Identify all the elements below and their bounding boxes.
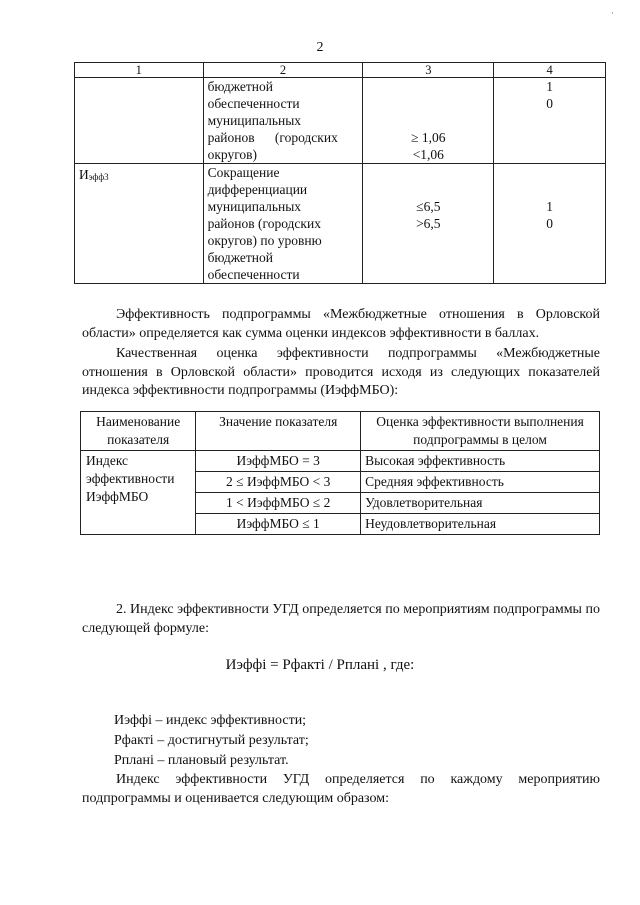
edge-mark: ·	[611, 8, 614, 18]
value-cell: ИэффМБО ≤ 1	[196, 514, 361, 535]
table-header-row	[75, 63, 606, 78]
score-line: 1	[546, 199, 553, 214]
score-cell	[494, 164, 606, 284]
table-header-row	[81, 412, 600, 451]
page-number: 2	[316, 40, 324, 55]
definition-line: Рфактi – достигнутый результат;	[114, 733, 309, 748]
desc-line: обеспеченности	[207, 267, 300, 282]
header-col-1: 1	[75, 63, 204, 78]
desc-line: округов)	[207, 147, 258, 162]
indicator-line: Индекс	[86, 453, 129, 468]
desc-line: Сокращение	[207, 165, 280, 180]
criteria-cell	[363, 164, 494, 284]
desc-line: округов) по уровню	[207, 233, 322, 248]
assessment-table	[80, 411, 600, 535]
score-line: 0	[546, 96, 553, 111]
criteria-cell	[363, 78, 494, 164]
paragraph-subprogram-effectiveness: Эффективность подпрограммы «Межбюджетные отношения в Орловской области» определяется как сумма оценки индексов эффективности в баллах.	[82, 307, 600, 341]
indicator-line: эффективности	[86, 471, 175, 486]
desc-line: районов (городских	[207, 130, 338, 145]
paragraph-ugd-index: 2. Индекс эффективности УГД определяется по мероприятиям подпрограммы по следующей формуле:	[82, 602, 600, 636]
indicator-name-cell	[81, 451, 196, 535]
rating-cell: Средняя эффективность	[361, 472, 600, 493]
criteria-line: ≤6,5	[416, 199, 441, 214]
desc-line: муниципальных	[207, 199, 302, 214]
indicator-code: Иэфф3	[75, 164, 204, 284]
table-row	[75, 164, 606, 284]
criteria-line: >6,5	[416, 216, 441, 231]
criteria-line: ≥ 1,06	[411, 130, 446, 145]
header-col-3: 3	[363, 63, 494, 78]
indicator-description	[203, 78, 363, 164]
desc-line: бюджетной	[207, 250, 273, 265]
value-cell: 1 < ИэффМБО ≤ 2	[196, 493, 361, 514]
formula: Иэффi = Рфактi / Рпланi , где:	[225, 657, 415, 673]
desc-line: бюджетной	[207, 79, 273, 94]
score-line: 1	[546, 79, 553, 94]
rating-cell: Неудовлетворительная	[361, 514, 600, 535]
paragraph-qualitative-assessment: Качественная оценка эффективности подпрограммы «Межбюджетные отношения в Орловской области» проводится исходя из следующих показателей индекса эффективности подпрограммы (ИэффМБО):	[82, 346, 600, 398]
header-col-4: 4	[494, 63, 606, 78]
indicator-description	[203, 164, 363, 284]
score-line: 0	[546, 216, 553, 231]
table-row	[81, 451, 600, 472]
desc-line: дифференциации	[207, 182, 308, 197]
indicator-code	[75, 78, 204, 164]
header-assessment: Оценка эффективности выполнения подпрограммы в целом	[361, 412, 600, 451]
definition-line: Рпланi – плановый результат.	[114, 753, 289, 768]
desc-line: муниципальных	[207, 113, 302, 128]
header-indicator-value: Значение показателя	[196, 412, 361, 451]
rating-cell: Высокая эффективность	[361, 451, 600, 472]
paragraph-ugd-evaluation: Индекс эффективности УГД определяется по каждому мероприятию подпрограммы и оценивается следующим образом:	[82, 772, 600, 806]
header-col-2: 2	[203, 63, 363, 78]
score-cell	[494, 78, 606, 164]
definitions-list	[114, 711, 309, 771]
desc-line: обеспеченности	[207, 96, 300, 111]
definition-line: Иэффi – индекс эффективности;	[114, 713, 307, 728]
header-indicator-name: Наименование показателя	[81, 412, 196, 451]
indicators-table-continued	[74, 62, 606, 284]
table-row	[75, 78, 606, 164]
desc-line: районов (городских	[207, 216, 321, 231]
value-cell: 2 ≤ ИэффМБО < 3	[196, 472, 361, 493]
indicator-line: ИэффМБО	[86, 489, 149, 504]
criteria-line: <1,06	[412, 147, 444, 162]
value-cell: ИэффМБО = 3	[196, 451, 361, 472]
rating-cell: Удовлетворительная	[361, 493, 600, 514]
